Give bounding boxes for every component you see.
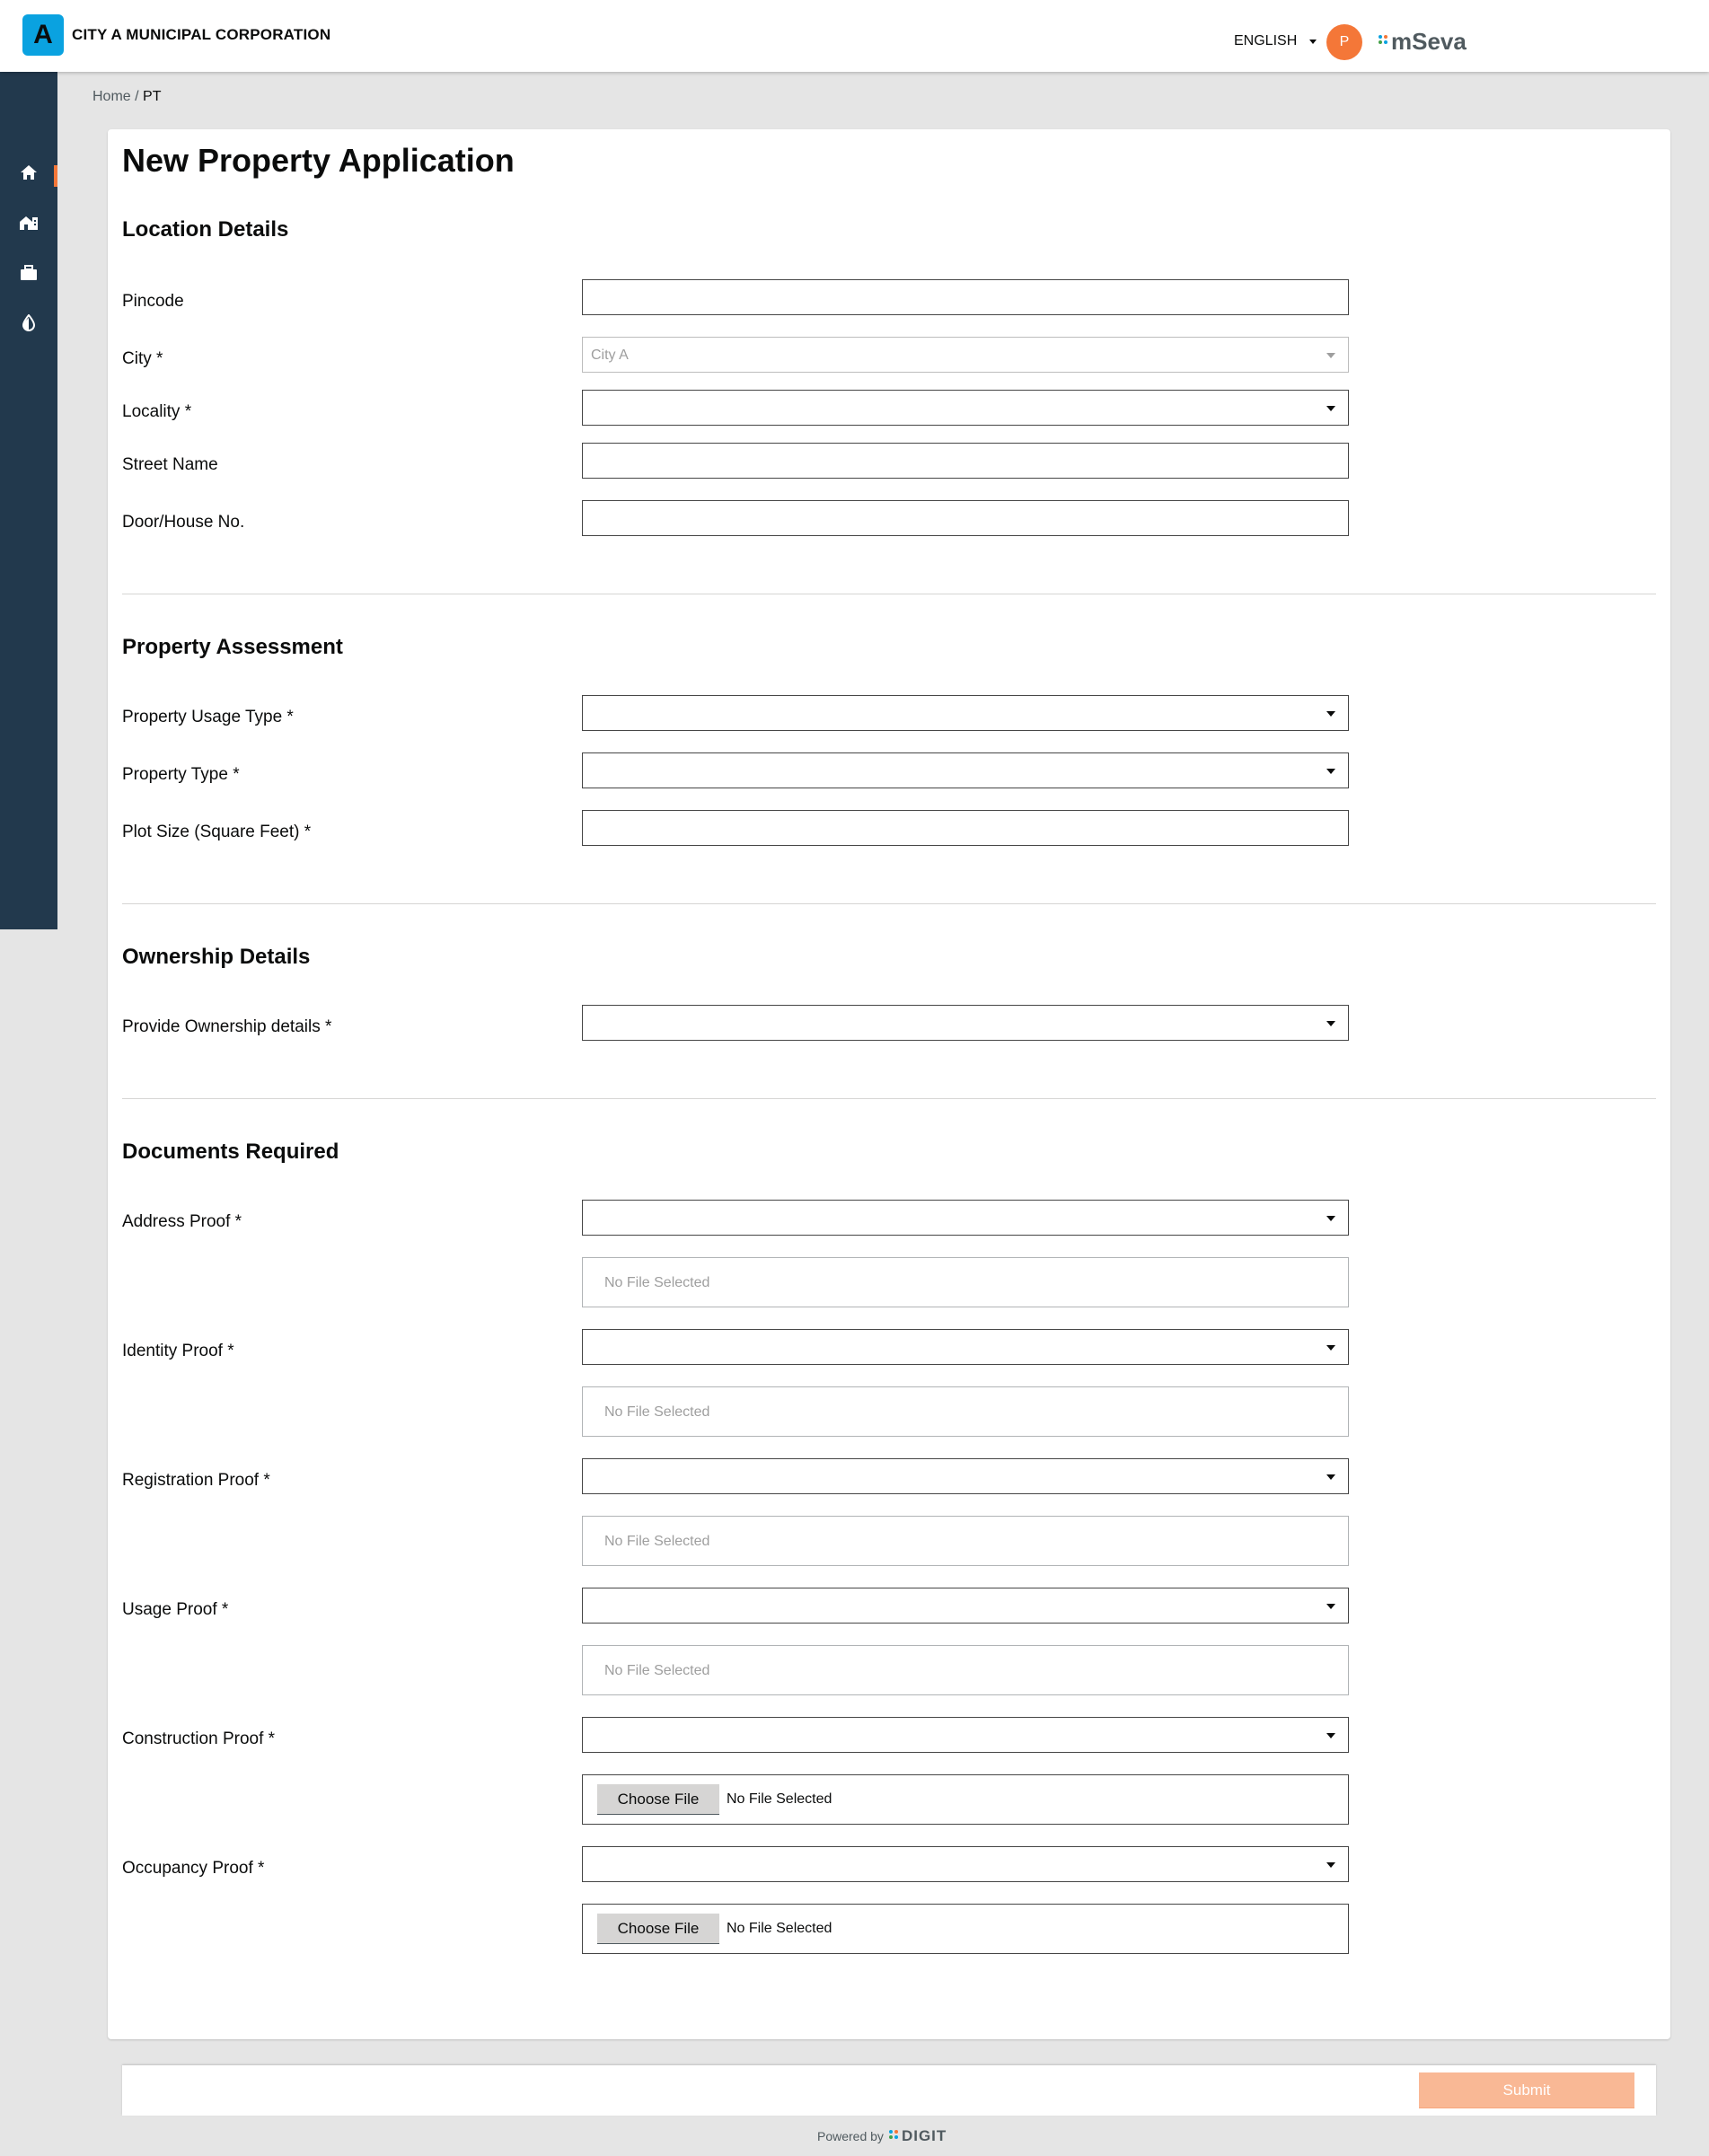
plot-size-label: Plot Size (Square Feet) * [122, 823, 312, 841]
home-icon [20, 164, 38, 180]
chevron-down-icon [1309, 40, 1317, 44]
chevron-down-icon [1326, 769, 1335, 774]
pincode-label: Pincode [122, 292, 184, 311]
file-name-text: No File Selected [727, 1921, 832, 1936]
sidebar-item-home[interactable] [0, 147, 57, 198]
no-file-text: No File Selected [604, 1663, 710, 1678]
address-proof-label: Address Proof * [122, 1212, 242, 1231]
usage-proof-label: Usage Proof * [122, 1600, 229, 1619]
registration-proof-select[interactable] [582, 1458, 1349, 1494]
door-house-label: Door/House No. [122, 513, 245, 532]
no-file-text: No File Selected [604, 1275, 710, 1290]
action-bar [122, 2065, 1656, 2116]
property-usage-label: Property Usage Type * [122, 708, 294, 726]
sidebar [0, 72, 57, 929]
address-proof-select[interactable] [582, 1200, 1349, 1236]
identity-proof-upload[interactable] [582, 1386, 1349, 1437]
property-assessment-heading: Property Assessment [122, 635, 343, 659]
city-value: City A [591, 348, 629, 363]
powered-by-text: Powered by [817, 2129, 884, 2143]
locality-label: Locality * [122, 402, 192, 421]
property-type-select[interactable] [582, 752, 1349, 788]
brand-name: mSeva [1391, 28, 1467, 55]
digit-name: DIGIT [901, 2127, 947, 2144]
chevron-down-icon [1326, 1216, 1335, 1221]
chevron-down-icon [1326, 406, 1335, 411]
section-divider [122, 1098, 1656, 1099]
usage-proof-upload[interactable] [582, 1645, 1349, 1695]
sidebar-item-water[interactable] [0, 298, 57, 348]
door-house-input[interactable] [582, 500, 1349, 536]
no-file-text: No File Selected [604, 1404, 710, 1420]
construction-proof-label: Construction Proof * [122, 1729, 276, 1748]
application-form-card [108, 129, 1670, 2039]
top-bar [0, 0, 1709, 72]
city-label: City * [122, 349, 163, 368]
city-logo: A [22, 14, 64, 56]
documents-required-heading: Documents Required [122, 1140, 339, 1164]
chevron-down-icon [1326, 1862, 1335, 1868]
language-label: ENGLISH [1234, 33, 1298, 48]
identity-proof-label: Identity Proof * [122, 1342, 234, 1360]
chevron-down-icon [1326, 711, 1335, 717]
chevron-down-icon [1326, 1345, 1335, 1351]
choose-file-button[interactable]: Choose File [597, 1784, 719, 1815]
property-type-label: Property Type * [122, 765, 240, 784]
sidebar-item-property[interactable] [0, 198, 57, 248]
occupancy-proof-label: Occupancy Proof * [122, 1859, 265, 1878]
address-proof-upload[interactable] [582, 1257, 1349, 1307]
briefcase-icon [20, 265, 38, 281]
chevron-down-icon [1326, 353, 1335, 358]
mseva-logo [1379, 28, 1467, 56]
ownership-details-label: Provide Ownership details * [122, 1017, 332, 1036]
registration-proof-upload[interactable] [582, 1516, 1349, 1566]
chevron-down-icon [1326, 1021, 1335, 1026]
breadcrumb [92, 89, 162, 105]
choose-file-button[interactable]: Choose File [597, 1914, 719, 1944]
street-name-input[interactable] [582, 443, 1349, 479]
property-usage-select[interactable] [582, 695, 1349, 731]
locality-select[interactable] [582, 390, 1349, 426]
mseva-dots-icon [1379, 35, 1387, 44]
property-icon [19, 215, 39, 231]
ownership-details-select[interactable] [582, 1005, 1349, 1041]
digit-logo [889, 2127, 947, 2145]
usage-proof-select[interactable] [582, 1588, 1349, 1624]
user-avatar[interactable]: P [1326, 24, 1362, 60]
water-drop-icon [22, 314, 36, 332]
chevron-down-icon [1326, 1733, 1335, 1738]
sidebar-item-briefcase[interactable] [0, 248, 57, 298]
breadcrumb-home-link[interactable]: Home [92, 89, 131, 104]
section-divider [122, 903, 1656, 904]
chevron-down-icon [1326, 1474, 1335, 1480]
registration-proof-label: Registration Proof * [122, 1471, 270, 1490]
occupancy-proof-select[interactable] [582, 1846, 1349, 1882]
no-file-text: No File Selected [604, 1534, 710, 1549]
pincode-input[interactable] [582, 279, 1349, 315]
language-dropdown[interactable] [1234, 33, 1317, 49]
chevron-down-icon [1326, 1604, 1335, 1609]
digit-dots-icon [889, 2130, 898, 2139]
occupancy-proof-upload [582, 1904, 1349, 1954]
file-name-text: No File Selected [727, 1791, 832, 1807]
plot-size-input[interactable] [582, 810, 1349, 846]
page-title: New Property Application [122, 142, 515, 179]
breadcrumb-current: PT [143, 89, 162, 104]
breadcrumb-separator: / [135, 89, 139, 104]
construction-proof-upload [582, 1774, 1349, 1825]
street-name-label: Street Name [122, 455, 218, 474]
construction-proof-select[interactable] [582, 1717, 1349, 1753]
city-select [582, 337, 1349, 373]
ownership-details-heading: Ownership Details [122, 945, 311, 969]
identity-proof-select[interactable] [582, 1329, 1349, 1365]
city-title: CITY A MUNICIPAL CORPORATION [72, 26, 331, 43]
submit-button[interactable]: Submit [1419, 2072, 1634, 2108]
location-details-heading: Location Details [122, 217, 289, 242]
powered-by-footer [817, 2127, 947, 2145]
